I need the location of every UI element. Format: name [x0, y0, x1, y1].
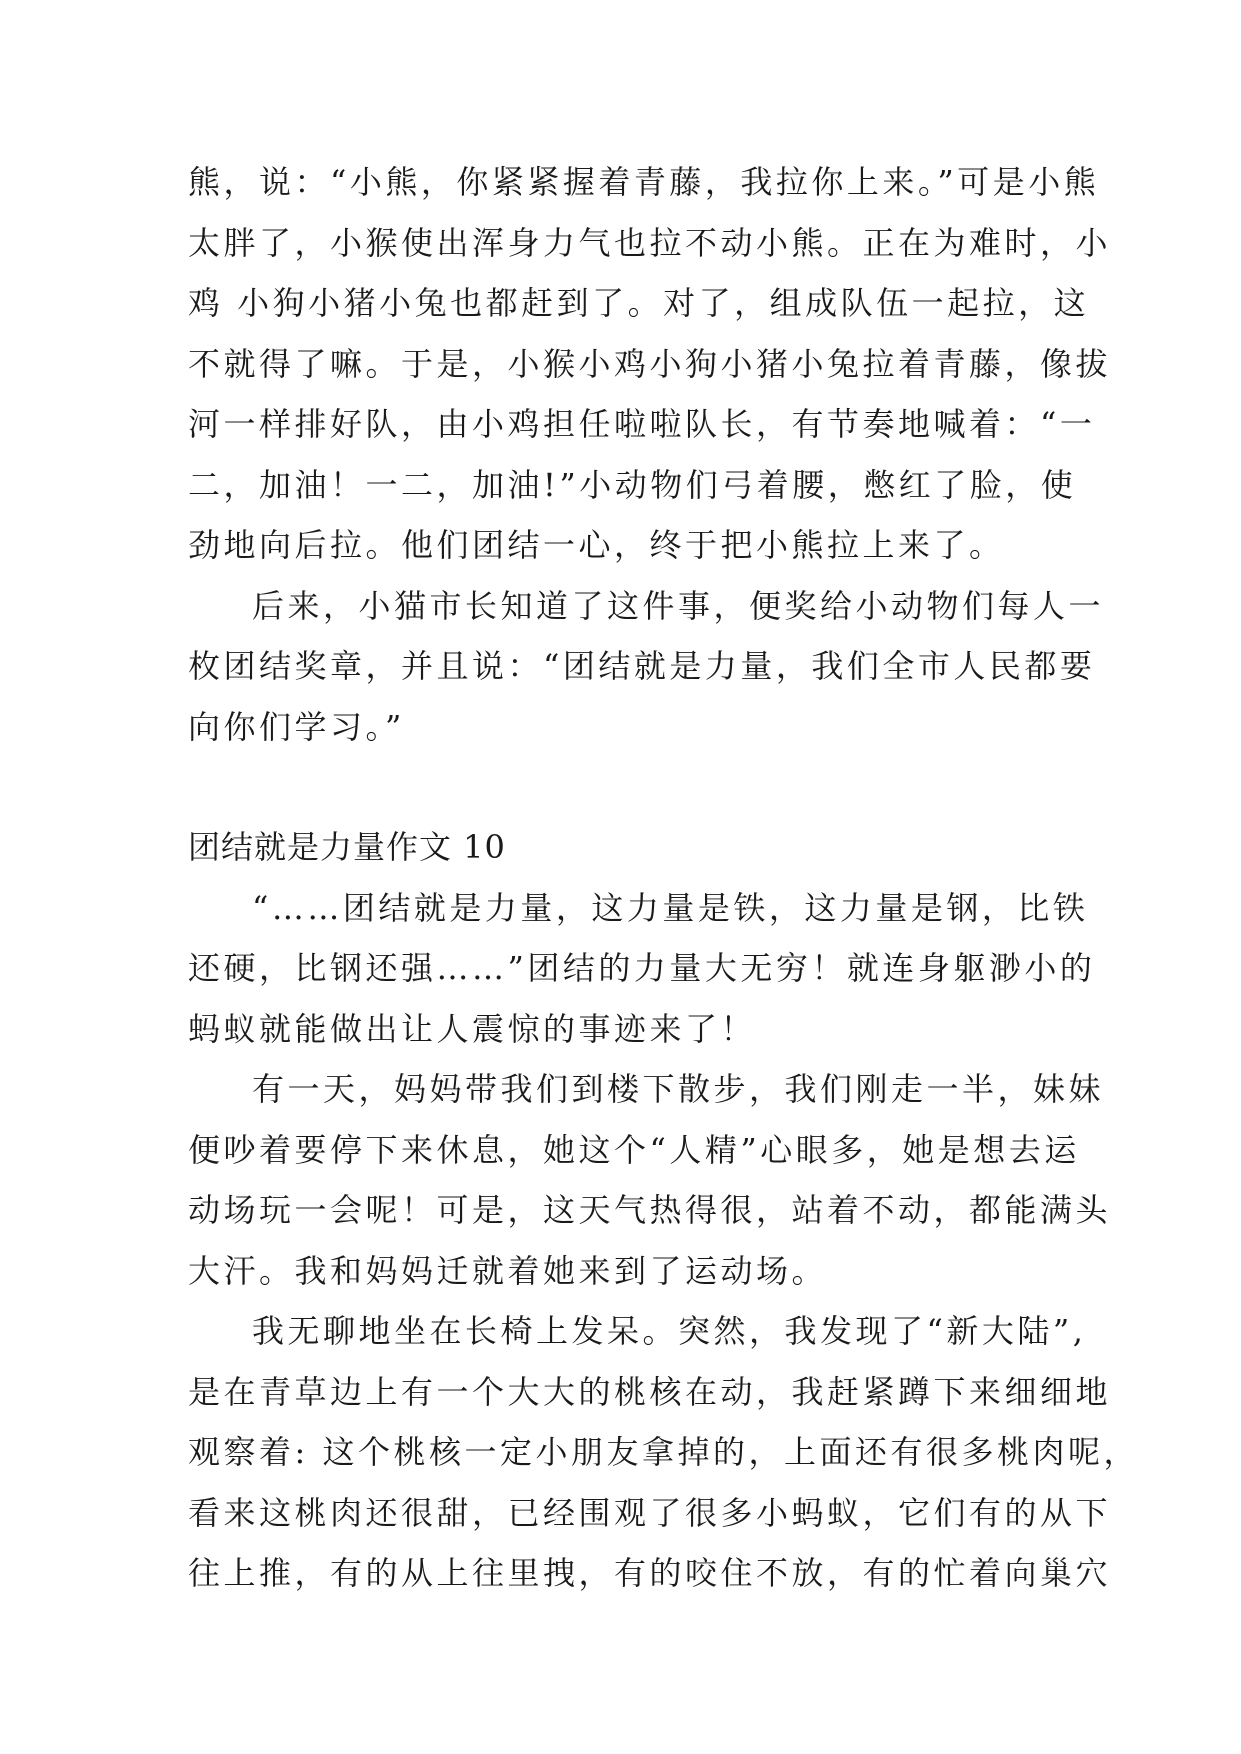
text-line: 大汗。我和妈妈迁就着她来到了运动场。 [188, 1251, 828, 1290]
text-line: 蚂蚁就能做出让人震惊的事迹来了！ [188, 1009, 757, 1048]
document-body [188, 152, 1139, 1604]
text-line: 是在青草边上有一个大大的桃核在动，我赶紧蹲下来细细地 [188, 1372, 1112, 1411]
text-line: 向你们学习。” [188, 707, 405, 746]
text-line: 太胖了，小猴使出浑身力气也拉不动小熊。正在为难时，小 [188, 223, 1112, 262]
text-line: 看来这桃肉还很甜，已经围观了很多小蚂蚁，它们有的从下 [188, 1493, 1112, 1532]
text-line: “……团结就是力量，这力量是铁，这力量是钢，比铁 [252, 888, 1089, 927]
paragraph-discovery [188, 1301, 1139, 1604]
paragraph-song-quote [188, 878, 1096, 1060]
text-line: 河一样排好队，由小鸡担任啦啦队长，有节奏地喊着：“一 [188, 405, 1096, 443]
text-line: 熊，说：“小熊，你紧紧握着青藤，我拉你上来。”可是小熊 [188, 163, 1100, 201]
paragraph-medal [188, 576, 1105, 758]
text-line: 动场玩一会呢！可是，这天气热得很，站着不动，都能满头 [188, 1191, 1112, 1229]
text-line: 往上推，有的从上往里拽，有的咬住不放，有的忙着向巢穴 [188, 1554, 1112, 1592]
text-line: 便吵着要停下来休息，她这个“人精”心眼多，她是想去运 [188, 1130, 1080, 1169]
text-line: 二，加油！一二，加油!”小动物们弓着腰，憋红了脸，使 [188, 465, 1077, 504]
text-line: 有一天，妈妈带我们到楼下散步，我们刚走一半，妹妹 [252, 1070, 1105, 1108]
paragraph-story-ending [188, 152, 1112, 576]
text-line: 不就得了嘛。于是，小猴小鸡小狗小猪小兔拉着青藤，像拔 [188, 344, 1112, 383]
essay-heading: 团结就是力量作文 10 [188, 828, 506, 866]
text-line: 我无聊地坐在长椅上发呆。突然，我发现了“新大陆”, [252, 1312, 1087, 1350]
text-line: 还硬，比钢还强……”团结的力量大无穷！就连身躯渺小的 [188, 949, 1096, 987]
text-line: 鸡 小狗小猪小兔也都赶到了。对了，组成队伍一起拉，这 [188, 284, 1090, 322]
text-line: 后来，小猫市长知道了这件事，便奖给小动物们每人一 [252, 586, 1105, 625]
text-line: 劲地向后拉。他们团结一心，终于把小熊拉上来了。 [188, 526, 1005, 564]
section-gap [188, 757, 1056, 817]
text-line: 观察着: 这个桃核一定小朋友拿掉的，上面还有很多桃肉呢， [188, 1433, 1139, 1471]
text-line: 枚团结奖章，并且说：“团结就是力量，我们全市人民都要 [188, 647, 1096, 685]
paragraph-walk [188, 1059, 1112, 1301]
